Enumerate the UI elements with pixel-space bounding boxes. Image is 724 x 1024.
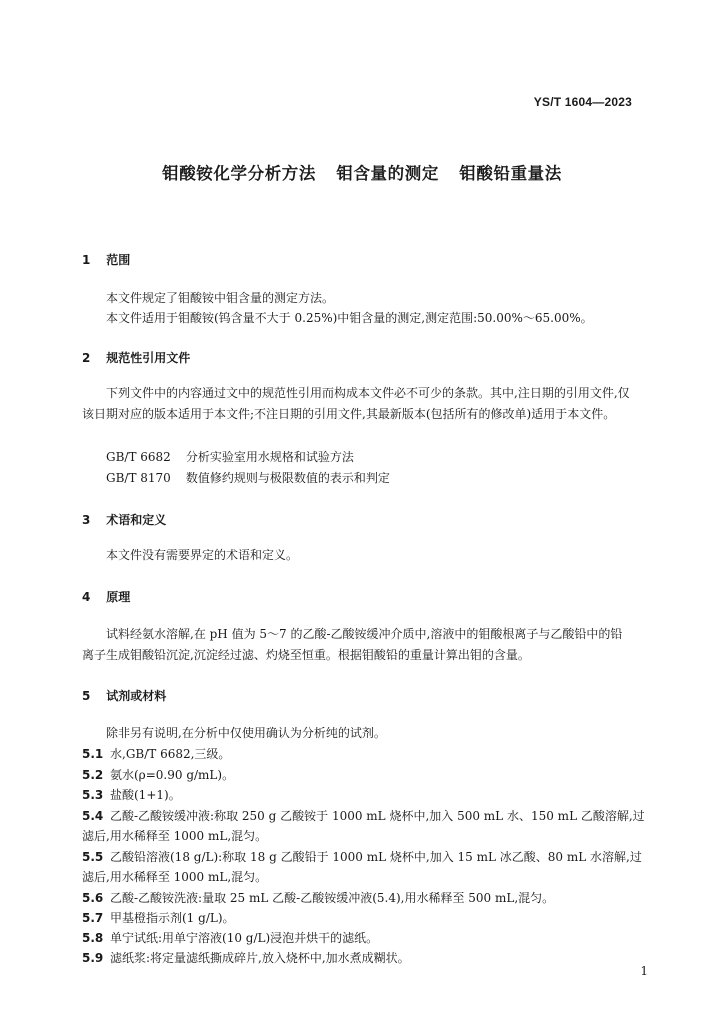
section-heading-terms [82,511,166,528]
section-number: 2 [82,351,91,365]
list-item [82,786,181,803]
reference-item [106,448,354,465]
reference-code: GB/T 6682 [106,450,171,464]
list-item [82,807,645,824]
list-item [82,766,234,783]
reference-item [106,469,390,486]
item-number: 5.4 [82,809,104,823]
section-number: 3 [82,513,91,527]
item-number: 5.9 [82,951,104,965]
section-number: 1 [82,253,91,267]
list-item [82,929,378,946]
list-item [82,909,235,926]
item-number: 5.6 [82,891,104,905]
item-text: 乙酸-乙酸铵洗液:量取 25 mL 乙酸-乙酸铵缓冲液(5.4),用水稀释至 500 mL,混匀。 [110,891,555,905]
item-text: 单宁试纸:用单宁溶液(10 g/L)浸泡并烘干的滤纸。 [110,931,379,945]
section-title: 术语和定义 [106,513,167,527]
list-item [82,745,230,762]
section-title: 试剂或材料 [106,689,167,703]
section-title: 规范性引用文件 [106,351,191,365]
item-text: 乙酸铅溶液(18 g/L):称取 18 g 乙酸铅于 1000 mL 烧杯中,加入 15 mL 冰乙酸、80 mL 水溶解,过 [110,850,642,864]
paragraph: 本文件适用于钼酸铵(钨含量不大于 0.25%)中钼含量的测定,测定范围:50.00%～65.00%。 [106,311,593,325]
paragraph: 除非另有说明,在分析中仅使用确认为分析纯的试剂。 [106,726,386,740]
section-heading-principle [82,588,130,605]
section-heading-normative-references [82,349,190,366]
list-item [82,848,642,865]
reference-title: 分析实验室用水规格和试验方法 [185,450,354,464]
item-number: 5.2 [82,768,104,782]
list-item-continuation: 滤后,用水稀释至 1000 mL,混匀。 [82,870,268,884]
section-heading-scope [82,251,130,268]
item-number: 5.1 [82,747,104,761]
section-title: 范围 [106,253,131,267]
list-item [82,889,554,906]
list-item-continuation: 滤后,用水稀释至 1000 mL,混匀。 [82,829,268,843]
paragraph: 本文件规定了钼酸铵中钼含量的测定方法。 [106,291,335,305]
document-code: YS/T 1604—2023 [533,95,632,109]
paragraph: 试料经氨水溶解,在 pH 值为 5～7 的乙酸-乙酸铵缓冲介质中,溶液中的钼酸根离子与乙酸铅中的铅离子生成钼酸铅沉淀,沉淀经过滤、灼烧至恒重。根据钼酸铅的重量计算出钼的含量。 [82,627,623,662]
item-number: 5.8 [82,931,104,945]
section-number: 4 [82,590,91,604]
item-number: 5.7 [82,911,104,925]
section-title: 原理 [106,590,131,604]
item-text: 氨水(ρ=0.90 g/mL)。 [110,768,235,782]
item-number: 5.3 [82,788,104,802]
paragraph: 本文件没有需要界定的术语和定义。 [106,548,299,562]
document-title: 钼酸铵化学分析方法 钼含量的测定 钼酸铅重量法 [162,164,562,183]
item-text: 甲基橙指示剂(1 g/L)。 [110,911,235,925]
item-number: 5.5 [82,850,104,864]
item-text: 滤纸浆:将定量滤纸撕成碎片,放入烧杯中,加水煮成糊状。 [110,951,410,965]
list-item [82,949,410,966]
item-text: 乙酸-乙酸铵缓冲液:称取 250 g 乙酸铵于 1000 mL 烧杯中,加入 500 mL 水、150 mL 乙酸溶解,过 [110,809,645,823]
reference-code: GB/T 8170 [106,471,171,485]
section-number: 5 [82,689,91,703]
section-heading-reagents [82,687,166,704]
paragraph: 下列文件中的内容通过文中的规范性引用而构成本文件必不可少的条款。其中,注日期的引用文件,仅该日期对应的版本适用于本文件;不注日期的引用文件,其最新版本(包括所有的修改单)适用于本文件。 [82,386,630,421]
item-text: 水,GB/T 6682,三级。 [110,747,231,761]
page-number: 1 [640,964,648,978]
reference-title: 数值修约规则与极限数值的表示和判定 [185,471,390,485]
item-text: 盐酸(1+1)。 [110,788,181,802]
